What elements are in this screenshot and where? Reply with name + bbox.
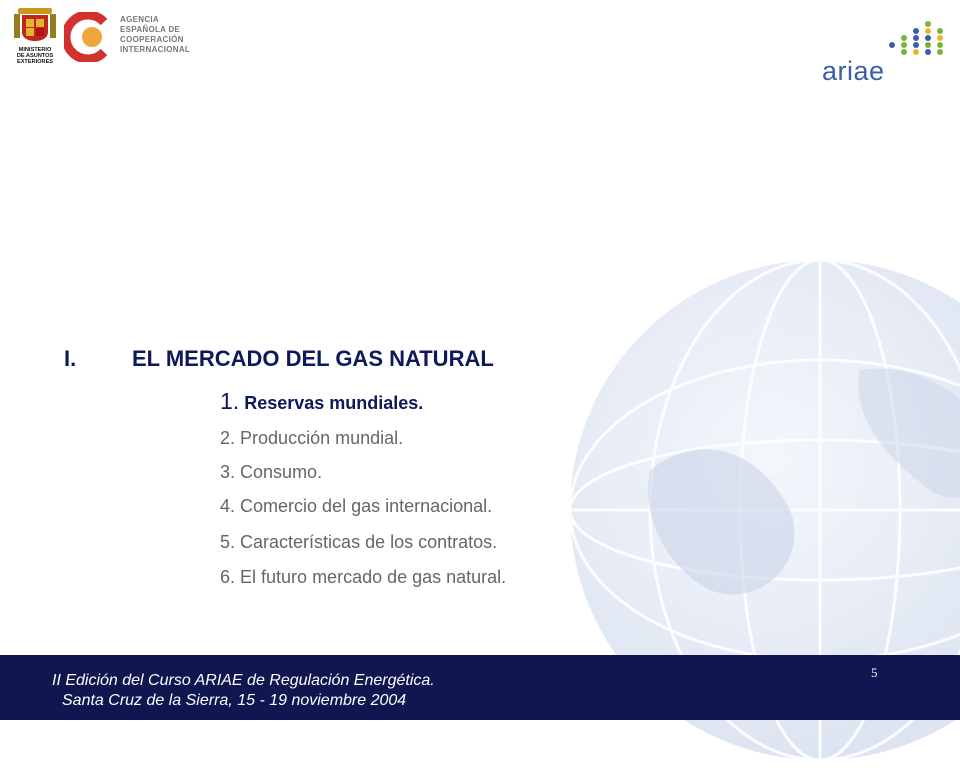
aeci-line-2: ESPAÑOLA DE xyxy=(120,25,181,34)
outline-item-4 xyxy=(220,496,492,517)
section-title: EL MERCADO DEL GAS NATURAL xyxy=(132,346,494,371)
ministerio-line-2: DE ASUNTOS xyxy=(16,53,54,59)
outline-item-3 xyxy=(220,462,322,483)
outline-item-number: 2. xyxy=(220,428,236,448)
footer-location-date: Santa Cruz de la Sierra, 15 - 19 noviembre 2004 xyxy=(62,692,407,709)
outline-item-text: Producción mundial. xyxy=(240,428,404,448)
outline-item-2 xyxy=(220,428,403,449)
footer-course-title: II Edición del Curso ARIAE de Regulación Energética. xyxy=(52,672,435,689)
ariae-wordmark: ariae xyxy=(822,56,885,86)
aeci-line-1: AGENCIA xyxy=(120,15,159,24)
aeci-line-4: INTERNACIONAL xyxy=(120,45,191,54)
ministerio-line-3: EXTERIORES xyxy=(16,59,54,65)
section-number: I. xyxy=(64,346,77,371)
aeci-line-3: COOPERACIÓN xyxy=(120,35,184,44)
outline-item-number: 1. xyxy=(220,388,240,414)
outline-item-6 xyxy=(220,567,506,588)
outline-item-number: 6. xyxy=(220,567,236,587)
outline-item-text: Consumo. xyxy=(240,462,323,482)
outline-item-text: Reservas mundiales. xyxy=(244,393,424,413)
outline-item-number: 4. xyxy=(220,496,236,516)
outline-item-5 xyxy=(220,532,497,553)
outline-item-text: El futuro mercado de gas natural. xyxy=(240,567,507,587)
outline-item-text: Comercio del gas internacional. xyxy=(240,496,493,516)
ministerio-line-1: MINISTERIO xyxy=(18,47,52,53)
outline-item-1 xyxy=(220,388,423,415)
outline-item-text: Características de los contratos. xyxy=(240,532,498,552)
outline-item-number: 3. xyxy=(220,462,236,482)
outline-item-number: 5. xyxy=(220,532,236,552)
footer-bar xyxy=(0,655,960,720)
page-number: 5 xyxy=(871,665,878,680)
